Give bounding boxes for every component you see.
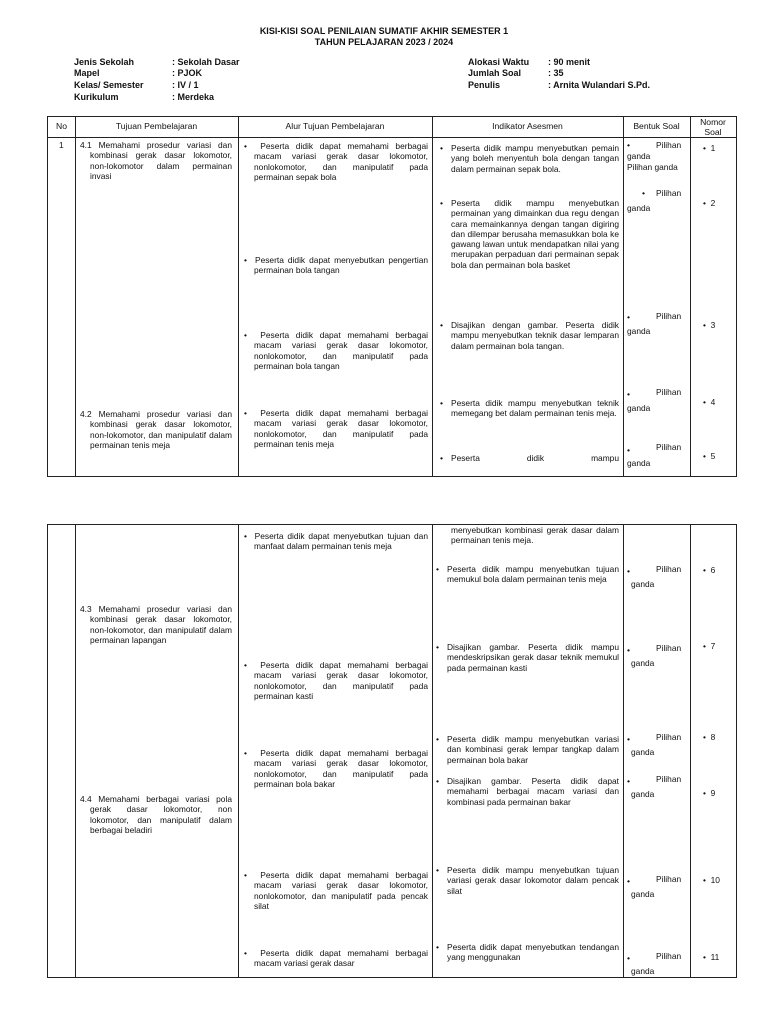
meta-value: : Arnita Wulandari S.Pd. xyxy=(548,80,651,90)
nomor-value: 9 xyxy=(710,788,716,798)
tujuan-text: 4.1 Memahami prosedur variasi dan kombinasi gerak dasar lokomotor, non-lokomotor dalam permainan invasi xyxy=(80,140,232,181)
column-header-alur: Alur Tujuan Pembelajaran xyxy=(285,121,385,131)
bentuk-text: Pilihan ganda xyxy=(627,162,678,172)
document-title: KISI-KISI SOAL PENILAIAN SUMATIF AKHIR SEMESTER 1 xyxy=(259,26,509,36)
atp-item xyxy=(244,531,428,552)
atp-text xyxy=(244,330,428,371)
bentuk-text: ganda xyxy=(631,966,655,976)
meta-value: : Sekolah Dasar xyxy=(172,57,240,67)
column-header-indikator: Indikator Asesmen xyxy=(492,121,563,131)
document-subtitle: TAHUN PELAJARAN 2023 / 2024 xyxy=(314,37,454,47)
bullet: • xyxy=(627,734,631,744)
atp-item xyxy=(244,141,428,182)
atp-item xyxy=(244,870,428,911)
bullet: • xyxy=(244,255,247,265)
nomor-soal xyxy=(703,732,715,742)
atp-a3: Peserta didik dapat memahami berbagai macam variasi gerak dasar lokomotor, nonlokomotor, dan manipulatif pada permainan bola tangan xyxy=(254,330,429,371)
bentuk-text: Pilihan xyxy=(656,643,682,653)
bentuk-text: ganda xyxy=(627,151,651,161)
bullet: • xyxy=(436,776,440,786)
bullet: • xyxy=(703,198,706,208)
bentuk-text: Pilihan xyxy=(656,874,682,884)
bullet: • xyxy=(440,453,444,463)
bullet: • xyxy=(244,748,247,758)
bentuk-text: Pilihan xyxy=(656,951,682,961)
atp-text xyxy=(244,408,428,449)
nomor-soal xyxy=(703,641,715,651)
indikator-7: Disajikan gambar. Peserta didik mampu mendeskripsikan gerak dasar teknik memukul pada permainan kasti xyxy=(447,642,619,673)
atp-text xyxy=(244,870,428,911)
bullet: • xyxy=(703,732,706,742)
atp-a1: Peserta didik dapat memahami berbagai macam variasi gerak dasar lokomotor, nonlokomotor, dan manipulatif pada permainan sepak bola xyxy=(254,141,429,182)
meta-label: Mapel xyxy=(74,68,100,78)
nomor-soal xyxy=(703,198,715,208)
bentuk-text: ganda xyxy=(631,747,655,757)
nomor-value: 7 xyxy=(710,641,716,651)
bentuk-text: ganda xyxy=(631,658,655,668)
atp-text xyxy=(244,748,428,789)
meta-value: : PJOK xyxy=(172,68,203,78)
column-header-tujuan: Tujuan Pembelajaran xyxy=(115,121,198,131)
nomor-soal xyxy=(703,875,720,885)
bullet: • xyxy=(627,312,631,322)
nomor-value: 3 xyxy=(710,320,716,330)
meta-value: : Merdeka xyxy=(172,92,215,102)
bentuk-text: ganda xyxy=(631,789,655,799)
nomor-soal xyxy=(703,788,715,798)
atp-item xyxy=(244,330,428,371)
atp-text xyxy=(244,531,428,552)
bentuk-text: ganda xyxy=(631,579,655,589)
bullet: • xyxy=(244,531,247,541)
meta-value: : 90 menit xyxy=(548,57,591,67)
bentuk-text: ganda xyxy=(627,326,651,336)
indikator-4: Peserta didik mampu menyebutkan teknik memegang bet dalam permainan tenis meja. xyxy=(451,398,619,419)
bullet: • xyxy=(627,566,631,576)
bentuk-text: ganda xyxy=(627,403,651,413)
bullet: • xyxy=(703,565,706,575)
bullet: • xyxy=(703,788,706,798)
bullet: • xyxy=(244,948,247,958)
bullet: • xyxy=(627,645,631,655)
bullet: • xyxy=(244,870,247,880)
bullet: • xyxy=(642,188,646,198)
atp-text xyxy=(244,948,428,969)
indikator-10: Peserta didik mampu menyebutkan tujuan variasi gerak dasar lokomotor dalam pencak silat xyxy=(447,865,619,896)
atp-a5: Peserta didik dapat menyebutkan tujuan dan manfaat dalam permainan tenis meja xyxy=(254,531,428,552)
bentuk-text: Pilihan xyxy=(656,564,682,574)
tujuan-4-2 xyxy=(80,409,232,450)
bullet: • xyxy=(627,389,631,399)
indikator-11: Peserta didik dapat menyebutkan tendangan yang menggunakan xyxy=(447,942,619,963)
column-header-nomor xyxy=(690,116,736,138)
tujuan-text: 4.3 Memahami prosedur variasi dan kombinasi gerak dasar lokomotor, non-lokomotor, dan manipulatif dalam permainan lapangan xyxy=(80,604,232,645)
meta-value: : 35 xyxy=(548,68,564,78)
atp-item xyxy=(244,660,428,701)
atp-a9: Peserta didik dapat memahami berbagai macam variasi gerak dasar xyxy=(254,948,429,969)
atp-item xyxy=(244,948,428,969)
atp-item xyxy=(244,748,428,789)
indikator-3: Disajikan dengan gambar. Peserta didik mampu menyebutkan teknik dasar lemparan dalam permainan bola tangan. xyxy=(451,320,619,351)
bullet: • xyxy=(627,445,631,455)
bullet: • xyxy=(244,660,247,670)
bullet: • xyxy=(244,408,247,418)
bentuk-text: Pilihan xyxy=(656,732,682,742)
indikator-2: Peserta didik mampu menyebutkan permainan yang dimainkan dua regu dengan cara memainkannya dengan tangan digiring dan dilempar berusaha memasukkan bola ke gawang lawan untuk mendapatkan nilai yang merupakan perpaduan dari permainan sepak bola dan permainan bola basket xyxy=(451,198,619,270)
nomor-soal xyxy=(703,397,715,407)
meta-label: Kelas/ Semester xyxy=(74,80,144,90)
bentuk-text: Pilihan xyxy=(656,140,682,150)
meta-label: Jenis Sekolah xyxy=(74,57,135,67)
indikator-8: Peserta didik mampu menyebutkan variasi dan kombinasi gerak lempar tangkap dalam permainan bola bakar xyxy=(447,734,619,765)
nomor-soal xyxy=(703,320,715,330)
nomor-soal xyxy=(703,451,715,461)
bullet: • xyxy=(440,398,444,408)
bentuk-text: Pilihan xyxy=(656,387,682,397)
nomor-value: 10 xyxy=(710,875,720,885)
bullet: • xyxy=(703,641,706,651)
bentuk-text: ganda xyxy=(627,458,651,468)
tujuan-4-3 xyxy=(80,604,232,645)
bullet: • xyxy=(703,952,706,962)
bullet: • xyxy=(703,143,706,153)
bullet: • xyxy=(703,875,706,885)
atp-a6: Peserta didik dapat memahami berbagai macam variasi gerak dasar lokomotor, nonlokomotor, dan manipulatif pada permainan kasti xyxy=(254,660,429,701)
nomor-value: 2 xyxy=(710,198,716,208)
bentuk-text: Pilihan xyxy=(656,311,682,321)
indikator-5-part1: Peserta didik mampu xyxy=(451,453,619,463)
column-header-no: No xyxy=(56,121,67,131)
nomor-value: 4 xyxy=(710,397,716,407)
tujuan-4-1 xyxy=(80,140,232,181)
bullet: • xyxy=(436,942,440,952)
column-header-nomor-text: Nomor Soal xyxy=(700,117,726,137)
nomor-value: 6 xyxy=(710,565,716,575)
meta-value: : IV / 1 xyxy=(172,80,199,90)
nomor-value: 5 xyxy=(710,451,716,461)
bentuk-text: Pilihan xyxy=(656,188,682,198)
bullet: • xyxy=(440,143,444,153)
nomor-soal xyxy=(703,565,715,575)
atp-a2: Peserta didik dapat menyebutkan pengertian permainan bola tangan xyxy=(254,255,429,276)
bullet: • xyxy=(627,876,631,886)
atp-text xyxy=(244,141,428,182)
meta-label: Alokasi Waktu xyxy=(468,57,530,67)
nomor-soal xyxy=(703,143,715,153)
indikator-6: Peserta didik mampu menyebutkan tujuan memukul bola dalam permainan tenis meja xyxy=(447,564,619,585)
atp-text xyxy=(244,660,428,701)
atp-a4: Peserta didik dapat memahami berbagai macam variasi gerak dasar lokomotor, nonlokomotor, dan manipulatif pada permainan tenis meja xyxy=(254,408,429,449)
meta-label: Kurikulum xyxy=(74,92,119,102)
meta-label: Penulis xyxy=(468,80,501,90)
bullet: • xyxy=(436,564,440,574)
bullet: • xyxy=(436,642,440,652)
atp-a8: Peserta didik dapat memahami berbagai macam variasi gerak dasar lokomotor, nonlokomotor, dan manipulatif pada pencak silat xyxy=(254,870,429,911)
nomor-soal xyxy=(703,952,719,962)
bullet: • xyxy=(436,865,440,875)
bullet: • xyxy=(627,776,631,786)
row-number: 1 xyxy=(59,140,64,150)
bentuk-text: Pilihan xyxy=(656,774,682,784)
bullet: • xyxy=(627,140,631,150)
bullet: • xyxy=(244,141,247,151)
tujuan-text: 4.4 Memahami berbagai variasi pola gerak dasar lokomotor, non lokomotor, dan manipulatif dalam berbagai beladiri xyxy=(80,794,232,835)
bentuk-text: Pilihan xyxy=(656,442,682,452)
bullet: • xyxy=(440,198,444,208)
indikator-5-part2: menyebutkan kombinasi gerak dasar dalam permainan tenis meja. xyxy=(451,525,619,546)
bullet: • xyxy=(244,330,247,340)
bullet: • xyxy=(703,397,706,407)
atp-item xyxy=(244,408,428,449)
bullet: • xyxy=(703,451,706,461)
indikator-1: Peserta didik mampu menyebutkan pemain yang boleh menyentuh bola dengan tangan dalam permainan sepak bola. xyxy=(451,143,619,174)
tujuan-4-4 xyxy=(80,794,232,835)
nomor-value: 8 xyxy=(710,732,716,742)
atp-item xyxy=(244,255,428,276)
bullet: • xyxy=(436,734,440,744)
bullet: • xyxy=(440,320,444,330)
meta-label: Jumlah Soal xyxy=(468,68,522,78)
atp-text xyxy=(244,255,428,276)
bullet: • xyxy=(627,953,631,963)
column-header-bentuk: Bentuk Soal xyxy=(633,121,680,131)
nomor-value: 11 xyxy=(710,952,720,962)
bentuk-text: ganda xyxy=(627,203,651,213)
bullet: • xyxy=(703,320,706,330)
indikator-9: Disajikan gambar. Peserta didik dapat memahami berbagai macam variasi dan kombinasi pada permainan bakar xyxy=(447,776,619,807)
nomor-value: 1 xyxy=(710,143,716,153)
bentuk-text: ganda xyxy=(631,889,655,899)
atp-a7: Peserta didik dapat memahami berbagai macam variasi gerak dasar lokomotor, nonlokomotor, dan manipulatif pada permainan bola bakar xyxy=(254,748,429,789)
tujuan-text: 4.2 Memahami prosedur variasi dan kombinasi gerak dasar lokomotor, non-lokomotor, dan manipulatif dalam permainan tenis meja xyxy=(80,409,232,450)
